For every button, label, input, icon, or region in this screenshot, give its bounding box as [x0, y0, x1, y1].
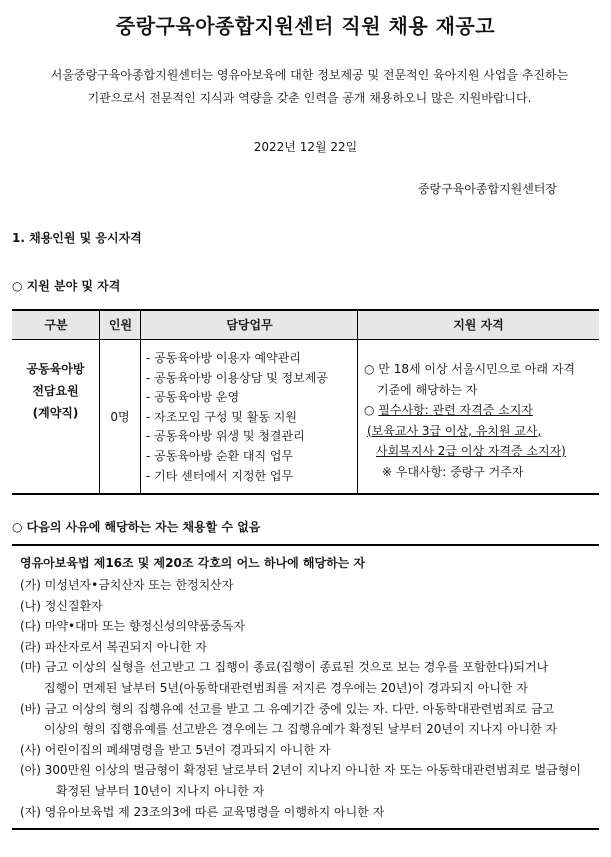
table-cell-role	[12, 358, 99, 424]
subsection-heading-fields: ○ 지원 분야 및 자격	[12, 279, 121, 293]
recruitment-table	[12, 309, 599, 495]
table-header-row	[12, 311, 599, 340]
list-item-continuation: 확정된 날부터 10년이 지나지 아니한 자	[56, 783, 265, 798]
list-item: (라) 파산자로서 복권되지 아니한 자	[20, 639, 207, 654]
list-item-continuation: 집행이 면제된 날부터 5년(아동학대관련범죄를 저지른 경우에는 20년)이 경과되지 아니한 자	[44, 680, 528, 695]
table-header-qualifications: 지원 자격	[453, 318, 504, 332]
preference-note: ※ 우대사항: 중랑구 거주자	[382, 464, 524, 479]
list-item: (가) 미성년자•금치산자 또는 한정치산자	[20, 578, 234, 592]
page-title: 중랑구육아종합지원센터 직원 채용 재공고	[115, 14, 496, 38]
required-label: 필수사항: 관련 자격증 소지자	[378, 403, 533, 417]
duty-item: - 자조모임 구성 및 활동 지원	[146, 409, 297, 424]
role-line: 전담요원	[32, 384, 79, 398]
duty-item: - 공동육아방 순환 대직 업무	[146, 448, 294, 463]
qualification-line: 사회복지사 2급 이상 자격증 소지자)	[376, 444, 566, 458]
list-item: (사) 어린이집의 폐쇄명령을 받고 5년이 경과되지 아니한 자	[20, 742, 331, 757]
qualifications-cell	[364, 359, 596, 482]
table-divider	[99, 311, 100, 493]
bullet: ○	[364, 403, 379, 417]
list-item-continuation: 이상의 형의 집행유예를 선고받은 경우에는 그 집행유예가 확정된 날부터 20년이 지나지 아니한 자	[44, 722, 558, 737]
qualification-line: 기준에 해당하는 자	[377, 382, 478, 397]
duties-list	[146, 349, 328, 486]
duty-item: - 기타 센터에서 지정한 업무	[146, 468, 294, 483]
table-header-category: 구분	[44, 318, 68, 332]
duty-item: - 공동육아방 운영	[146, 390, 240, 405]
sender-name: 중랑구육아종합지원센터장	[417, 182, 557, 196]
intro-line: 기관으로서 전문적인 지식과 역량을 갖춘 인력을 공개 채용하오니 많은 지원바랍니다.	[87, 91, 532, 105]
subsection-heading-disqualifications: ○ 다음의 사유에 해당하는 자는 채용할 수 없음	[12, 520, 261, 534]
qualification-line: ○ 만 18세 이상 서울시민으로 아래 자격	[364, 362, 575, 376]
disqualifications-box	[12, 544, 599, 830]
duty-item: - 공동육아방 위생 및 청결관리	[146, 429, 305, 444]
disqualifications-heading: 영유아보육법 제16조 및 제20조 각호의 어느 하나에 해당하는 자	[20, 556, 366, 570]
table-divider	[357, 311, 358, 493]
table-header-duties: 담당업무	[226, 318, 273, 332]
list-item: (다) 마약•대마 또는 향정신성의약품중독자	[20, 619, 245, 634]
duty-item: - 공동육아방 이용자 예약관리	[146, 351, 301, 365]
table-cell-count: 0명	[110, 410, 130, 424]
qualification-line-required	[364, 400, 596, 421]
section-heading-recruitment: 1. 채용인원 및 응시자격	[12, 231, 142, 245]
disqualifications-list	[20, 575, 600, 822]
list-item: (나) 정신질환자	[20, 598, 103, 613]
table-divider	[140, 311, 141, 493]
table-header-count: 인원	[108, 318, 133, 332]
role-line: (계약직)	[32, 406, 79, 420]
list-item: (마) 금고 이상의 실형을 선고받고 그 집행이 종료(집행이 종료된 것으로 보는 경우를 포함한다)되거나	[20, 660, 549, 675]
list-item: (아) 300만원 이상의 벌금형이 확정된 날로부터 2년이 지나지 아니한 자 또는 아동학대관련범죄로 벌금형이	[20, 763, 581, 778]
list-item: (자) 영유아보육법 제 23조의3에 따른 교육명령을 이행하지 아니한 자	[20, 804, 385, 819]
role-line: 공동육아방	[26, 362, 85, 376]
announcement-date: 2022년 12월 22일	[253, 140, 358, 154]
qualification-line: (보육교사 3급 이상, 유치원 교사,	[367, 423, 542, 438]
intro-paragraph	[22, 64, 597, 110]
list-item: (바) 금고 이상의 형의 집행유예 선고를 받고 그 유예기간 중에 있는 자. 다만. 아동학대관련범죄로 금고	[20, 701, 555, 716]
intro-line: 서울중랑구육아종합지원센터는 영유아보육에 대한 정보제공 및 전문적인 육아지원 사업을 추진하는	[50, 68, 569, 82]
duty-item: - 공동육아방 이용상담 및 정보제공	[146, 370, 328, 385]
